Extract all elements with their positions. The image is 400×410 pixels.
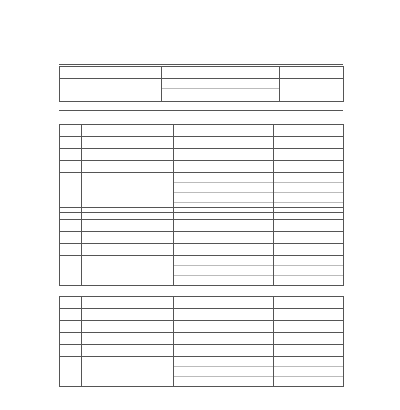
row-number [174,309,274,321]
row-number-cell [174,357,274,387]
table-row [60,357,344,387]
row-date-line [274,276,343,285]
row-no [60,232,82,244]
section-table-header [60,297,344,309]
contract-table-header [60,67,344,79]
contract-date [280,79,344,102]
row-number [174,220,274,232]
table-row [60,321,344,333]
row-date-line [274,193,343,203]
col-number [174,125,274,137]
row-name [82,256,174,286]
table-row [60,345,344,357]
row-name [82,232,174,244]
col-no [60,297,82,309]
row-date [274,333,344,345]
contract-number-cell [162,79,280,102]
row-no [60,149,82,161]
drawings-heading-rule [59,110,343,111]
row-date-line [274,377,343,386]
row-number [174,161,274,173]
table-row [60,256,344,286]
row-no [60,220,82,232]
section-table [59,296,344,387]
row-number [174,137,274,149]
section-table-header [60,208,344,220]
row-name [82,137,174,149]
table-row [60,220,344,232]
contract-number-line [162,89,279,98]
section-table-header [60,125,344,137]
row-number-line [174,377,273,386]
row-date [274,161,344,173]
col-number [174,208,274,220]
row-date-line [274,367,343,377]
row-date-line [274,266,343,276]
contract-col-date [280,67,344,79]
col-date [274,297,344,309]
contract-row [60,79,344,102]
row-no [60,244,82,256]
table-row [60,161,344,173]
row-no [60,309,82,321]
row-no [60,161,82,173]
row-date-line [274,256,343,266]
section-table [59,207,344,286]
row-number [174,321,274,333]
row-number-cell [174,256,274,286]
contract-heading-rule [59,64,343,65]
col-name [82,125,174,137]
row-number [174,333,274,345]
row-number-line [174,266,273,276]
row-date-cell [274,256,344,286]
row-number-line [174,276,273,285]
row-date [274,220,344,232]
row-date [274,309,344,321]
row-no [60,345,82,357]
row-number-line [174,357,273,367]
table-row [60,137,344,149]
col-date [274,125,344,137]
row-no [60,321,82,333]
row-name [82,220,174,232]
table-row [60,149,344,161]
row-number-line [174,183,273,193]
col-no [60,208,82,220]
row-date [274,232,344,244]
row-number [174,345,274,357]
row-number-line [174,367,273,377]
contract-number-line [162,79,279,89]
contract-table [59,66,344,102]
contract-name [60,79,162,102]
row-date-line [274,357,343,367]
row-number [174,232,274,244]
row-date-line [274,183,343,193]
row-date [274,244,344,256]
row-no [60,137,82,149]
table-row [60,333,344,345]
row-name [82,309,174,321]
row-name [82,321,174,333]
row-date-line [274,173,343,183]
row-no [60,256,82,286]
table-row [60,232,344,244]
row-no [60,333,82,345]
row-name [82,149,174,161]
row-name [82,161,174,173]
col-name [82,297,174,309]
row-date-cell [274,357,344,387]
table-row [60,309,344,321]
col-date [274,208,344,220]
row-number [174,244,274,256]
row-number-line [174,193,273,203]
row-name [82,357,174,387]
row-date [274,137,344,149]
contract-col-number [162,67,280,79]
contract-col-name [60,67,162,79]
row-no [60,357,82,387]
col-number [174,297,274,309]
row-number [174,149,274,161]
table-row [60,244,344,256]
section-table [59,124,344,213]
row-name [82,333,174,345]
col-no [60,125,82,137]
row-number-line [174,173,273,183]
col-name [82,208,174,220]
row-date [274,321,344,333]
row-name [82,345,174,357]
row-date [274,345,344,357]
row-name [82,244,174,256]
row-number-line [174,256,273,266]
row-date [274,149,344,161]
